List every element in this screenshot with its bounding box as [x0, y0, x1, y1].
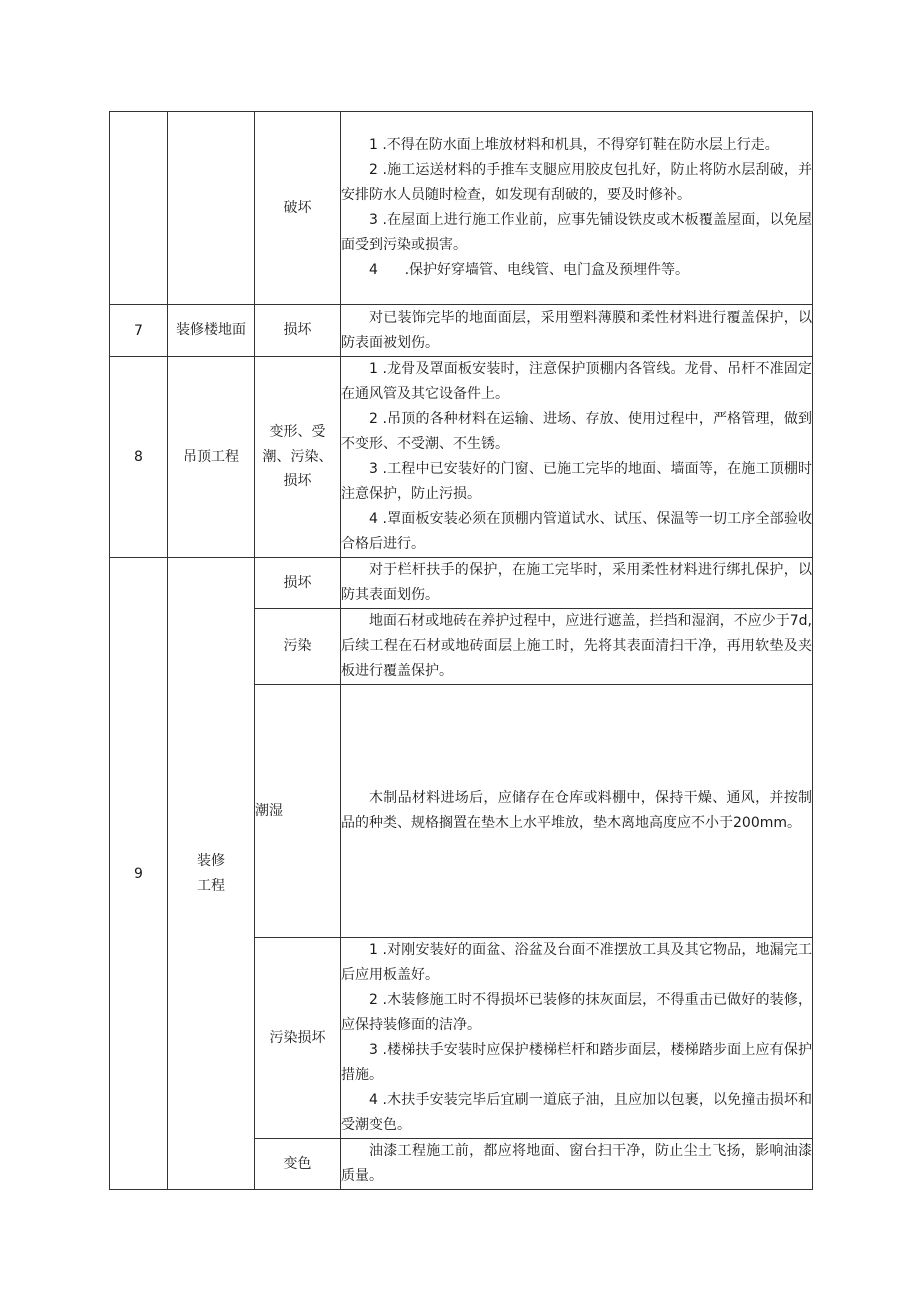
- problem-cell: 污染: [255, 609, 341, 685]
- measure-item: 3 .在屋面上进行施工作业前，应事先铺设铁皮或木板覆盖屋面，以免屋面受到污染或损害。: [341, 212, 812, 253]
- measure-item: 4 .罩面板安装必须在顶棚内管道试水、试压、保温等一切工序全部验收合格后进行。: [341, 511, 812, 552]
- measure-item: 2 .木装修施工时不得损坏已装修的抹灰面层，不得重击已做好的装修，应保持装修面的洁净。: [341, 992, 812, 1033]
- problem-cell: 损坏: [255, 305, 341, 357]
- problem-cell: 污染损坏: [255, 938, 341, 1139]
- measures-cell: [341, 357, 813, 558]
- measure-item: 2 .吊顶的各种材料在运输、进场、存放、使用过程中，严格管理，做到不变形、不受潮、不生锈。: [341, 411, 812, 452]
- measure-item: 1 .不得在防水面上堆放材料和机具，不得穿钉鞋在防水层上行走。: [369, 137, 779, 153]
- row-number-cell: [110, 112, 168, 305]
- measures-cell: [341, 558, 813, 609]
- table-row: [110, 558, 813, 609]
- measures-cell: [341, 685, 813, 938]
- measure-item: 1 .对刚安装好的面盆、浴盆及台面不准摆放工具及其它物品，地漏完工后应用板盖好。: [341, 942, 812, 983]
- row-number-cell: 9: [110, 558, 168, 1190]
- measure-item: 4 .木扶手安装完毕后宜刷一道底子油，且应加以包裹，以免撞击损坏和受潮变色。: [341, 1092, 812, 1133]
- measure-item: 2 .施工运送材料的手推车支腿应用胶皮包扎好，防止将防水层刮破，并安排防水人员随时检查，如发现有刮破的，要及时修补。: [341, 162, 812, 203]
- item-name-cell: [168, 558, 255, 1190]
- measures-cell: [341, 112, 813, 305]
- measure-item: 对已装饰完毕的地面面层，采用塑料薄膜和柔性材料进行覆盖保护，以防表面被划伤。: [341, 309, 812, 351]
- item-name-cell: [168, 112, 255, 305]
- problem-cell: 损坏: [255, 558, 341, 609]
- measure-item: 油漆工程施工前，都应将地面、窗台扫干净，防止尘土飞扬，影响油漆质量。: [341, 1143, 812, 1184]
- measures-cell: [341, 305, 813, 357]
- problem-line: 变形、受: [269, 424, 326, 441]
- item-name-cell: 吊顶工程: [168, 357, 255, 558]
- table-row: [110, 357, 813, 558]
- item-name-line: 装修: [197, 853, 225, 869]
- item-name-line: 工程: [197, 877, 225, 894]
- problem-line: 损坏: [283, 473, 312, 490]
- measure-item: 对于栏杆扶手的保护，在施工完毕时，采用柔性材料进行绑扎保护，以防其表面划伤。: [341, 562, 812, 603]
- problem-cell: 潮湿: [255, 685, 341, 938]
- measure-item: 4 .保护好穿墙管、电线管、电门盒及预埋件等。: [369, 262, 690, 278]
- measure-item: 木制品材料进场后，应储存在仓库或料棚中，保持干燥、通风，并按制品的种类、规格搁置在垫木上水平堆放，垫木离地高度应不小于200mm。: [341, 790, 812, 831]
- measure-item: 3 .楼梯扶手安装时应保护楼梯栏杆和踏步面层，楼梯踏步面上应有保护措施。: [341, 1042, 812, 1083]
- table-row: [110, 305, 813, 357]
- item-name-cell: 装修楼地面: [168, 305, 255, 357]
- table-row: [110, 112, 813, 305]
- problem-line: 潮、污染、: [262, 448, 333, 465]
- problem-cell: 变色: [255, 1139, 341, 1190]
- measures-cell: [341, 609, 813, 685]
- measures-cell: [341, 938, 813, 1139]
- measure-item: 3 .工程中已安装好的门窗、已施工完毕的地面、墙面等，在施工顶棚时注意保护，防止污损。: [341, 461, 812, 502]
- protection-measures-table: [109, 111, 813, 1190]
- row-number-cell: 7: [110, 305, 168, 357]
- row-number-cell: 8: [110, 357, 168, 558]
- problem-cell: [255, 357, 341, 558]
- measures-cell: [341, 1139, 813, 1190]
- problem-cell: 破坏: [255, 112, 341, 305]
- measure-item: 地面石材或地砖在养护过程中，应进行遮盖，拦挡和湿润，不应少于7d,后续工程在石材或地砖面层上施工时，先将其表面清扫干净，再用软垫及夹板进行覆盖保护。: [341, 613, 812, 679]
- measure-item: 1 .龙骨及罩面板安装时，注意保护顶棚内各管线。龙骨、吊杆不准固定在通风管及其它设备件上。: [341, 361, 812, 402]
